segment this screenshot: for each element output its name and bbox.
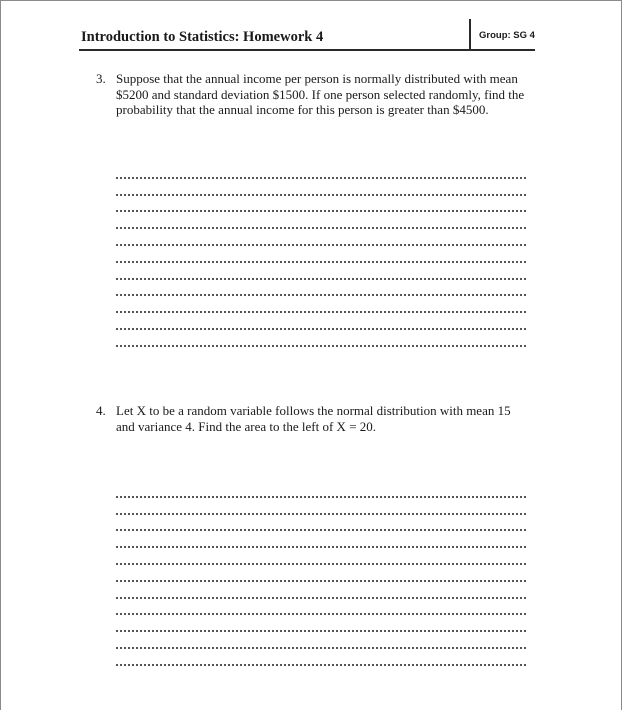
answer-line: [116, 615, 526, 632]
answer-line: [116, 212, 526, 229]
answer-line: [116, 229, 526, 246]
answer-line: [116, 280, 526, 297]
question-text: Let X to be a random variable follows the normal distribution with mean 15 and variance 4. Find the area to the left of X = 20.: [116, 403, 511, 434]
question-text: Suppose that the annual income per person is normally distributed with mean $5200 and standard deviation $1500. If one person selected randomly, find the probability that the annual income for this person is greater than $4500.: [116, 71, 525, 117]
answer-line: [116, 162, 526, 179]
answer-line: [116, 498, 526, 515]
answer-line: [116, 296, 526, 313]
answer-area-4[interactable]: [116, 481, 526, 666]
header-divider: [469, 19, 471, 49]
answer-line: [116, 330, 526, 347]
answer-line: [116, 632, 526, 649]
answer-line: [116, 599, 526, 616]
answer-line: [116, 179, 526, 196]
answer-line: [116, 196, 526, 213]
question-number: 4.: [96, 403, 106, 418]
question-number: 3.: [96, 71, 106, 86]
answer-line: [116, 649, 526, 666]
answer-line: [116, 548, 526, 565]
answer-line: [116, 531, 526, 548]
answer-line: [116, 246, 526, 263]
page-header: [79, 19, 535, 51]
answer-line: [116, 263, 526, 280]
answer-area-3[interactable]: [116, 162, 526, 347]
group-label: Group: SG 4: [479, 30, 535, 41]
answer-line: [116, 515, 526, 532]
answer-line: [116, 565, 526, 582]
answer-line: [116, 313, 526, 330]
page-title: Introduction to Statistics: Homework 4: [81, 29, 324, 45]
answer-line: [116, 481, 526, 498]
answer-line: [116, 582, 526, 599]
